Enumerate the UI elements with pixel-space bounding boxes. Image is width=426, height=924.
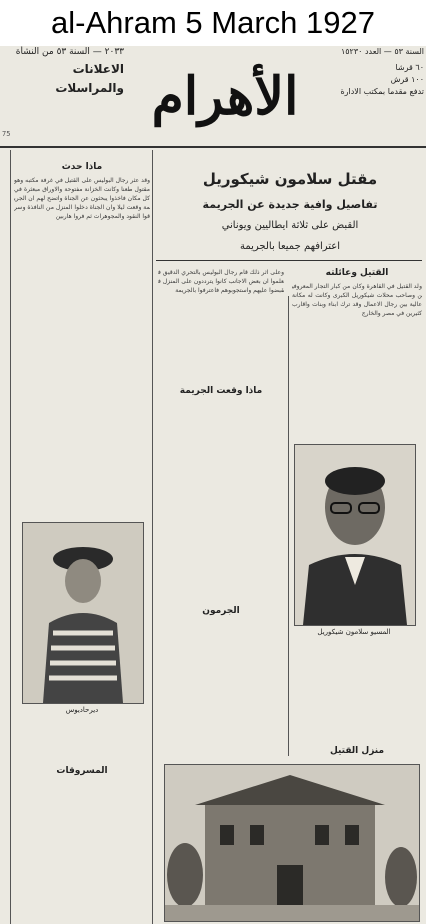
al-ahram-logo	[140, 50, 310, 138]
article-body-left: وقد عثر رجال البوليس على القتيل في غرفة مكتبه وهو مقتول طعنا وكانت الخزانة مفتوحة والاوراق مبعثرة في كل مكان فاخذوا يبحثون عن الجناة واتضح لهم ان الجريمة وقعت ليلا وان الجناة دخلوا المنزل من النافذة وسرقوا النقود والمجوهرات ثم فروا هاربين	[14, 177, 150, 220]
masthead-right-line: ٦٠ قرشا	[395, 63, 424, 72]
newspaper-page	[0, 46, 426, 924]
section-heading: الجرمون	[202, 606, 240, 616]
sub-headline: اعترافهم جميعا بالجريمة	[239, 241, 341, 252]
person-portrait-icon	[23, 523, 143, 703]
masthead-left-info	[2, 46, 124, 141]
issue-number: 75	[2, 130, 11, 138]
section-heading: المسروقات	[56, 766, 108, 776]
portrait-photo-right	[294, 444, 416, 626]
masthead-right-info	[318, 46, 424, 141]
masthead-right-line: ١٠٠ قرش	[390, 75, 424, 84]
section-heading: القتيل وعائلته	[325, 268, 389, 278]
image-caption-title: al-Ahram 5 March 1927	[51, 5, 375, 40]
section-heading: ماذا وقعت الجريمة	[179, 386, 263, 396]
masthead-left-line: ٢٠٣٣ — السنة ٥٣ من النشأة	[15, 47, 124, 57]
section-heading: منزل القتيل	[329, 746, 385, 756]
main-headline: مقتل سلامون شيكوريل	[202, 170, 378, 188]
headline-rule	[156, 260, 422, 261]
sub-headline: القبض على ثلاثة ايطاليين ويوناني	[221, 220, 359, 231]
portrait-photo-left	[22, 522, 144, 704]
column-rule	[10, 150, 11, 924]
masthead-left-line: والمراسلات	[55, 82, 124, 95]
column-rule	[288, 296, 289, 756]
house-photo	[164, 764, 420, 922]
masthead-rule	[0, 146, 426, 148]
person-portrait-icon	[295, 445, 415, 625]
masthead-right-line: تدفع مقدما بمكتب الادارة	[340, 87, 424, 96]
article-body-middle: وعلى اثر ذلك قام رجال البوليس بالتحري الدقيق فعلموا ان بعض الاجانب كانوا يترددون على المنزل فقبضوا عليهم واستجوبوهم فاعترفوا بالجريمة	[158, 269, 284, 294]
section-heading: ماذا حدث	[61, 162, 103, 172]
house-icon	[165, 765, 419, 921]
sub-headline: تفاصيل وافية جديدة عن الجريمة	[202, 198, 378, 211]
photo-caption-left: ديرحاديوس	[65, 706, 99, 714]
column-rule	[152, 150, 153, 924]
logo-text: الأهرام	[151, 66, 299, 127]
masthead-right-line: السنة ٥٣ — العدد ١٥٢٣٠	[340, 47, 424, 56]
masthead-left-line: الاعلانات	[72, 63, 124, 76]
article-body-right: ولد القتيل في القاهرة وكان من كبار التجار المعروفين وصاحب محلات شيكوريل الكبرى وكانت له مكانة عالية بين رجال الاعمال وقد ترك ابناء وبنات واقارب كثيرين في مصر والخارج	[292, 283, 422, 317]
photo-caption-right: المسيو سلامون شيكوريل	[317, 628, 391, 636]
